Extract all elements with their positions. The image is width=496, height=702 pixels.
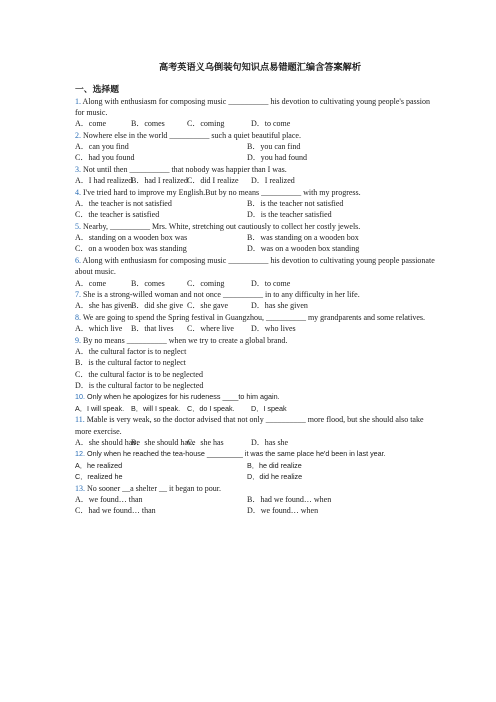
options-row [75,175,435,186]
option-a[interactable]: A．she should have [75,437,140,447]
option-a[interactable]: A．I will speak. [75,403,125,413]
section-heading: 一、选择题 [75,84,119,95]
option-d[interactable]: D．to come [251,119,291,129]
option-a[interactable]: A．he realized [75,460,123,470]
question-7 [75,289,435,311]
question-stem [75,255,435,277]
option-d[interactable]: D．has she [251,437,289,447]
options-row [75,323,435,334]
option-c[interactable]: C．did I realize [187,176,239,186]
question-stem [75,130,435,141]
option-c[interactable]: C．she has [187,437,224,447]
question-text: Along with enthusiasm for composing music __________ his devotion to cultivating young people's passion for music. [75,96,430,118]
option-d[interactable]: D．to come [251,278,291,288]
option-c[interactable]: C．the cultural factor is to be neglected [75,369,203,379]
question-1 [75,96,435,130]
options-row [75,471,435,482]
option-b[interactable]: B．did she give [131,301,183,311]
options-row [75,209,435,220]
option-b[interactable]: B．will I speak. [131,403,181,413]
option-d[interactable]: D．was on a wooden box standing [247,244,360,254]
options-row [75,278,435,289]
question-3 [75,164,435,186]
question-stem [75,483,435,494]
option-d[interactable]: D．we found… when [247,505,319,515]
option-b[interactable]: B．that lives [131,324,174,334]
options-row [75,118,435,129]
option-d[interactable]: D．did he realize [247,471,303,481]
question-text: No sooner __a shelter __ it began to pour. [85,483,221,493]
question-text: By no means __________ when we try to create a global brand. [81,336,288,345]
option-c[interactable]: C．had we found… than [75,505,156,515]
options-column [75,346,435,391]
question-number: 2. [75,131,81,140]
option-b[interactable]: B．you can find [247,142,301,152]
question-text: Not until then __________ that nobody was happier than I was. [81,165,287,175]
question-number: 5. [75,222,81,232]
option-a[interactable]: A．we found… than [75,494,143,504]
question-number: 13. [75,483,85,493]
question-number: 4. [75,187,81,197]
option-a[interactable]: A．standing on a wooden box was [75,233,188,243]
question-stem [75,448,435,459]
question-4 [75,187,435,221]
question-stem [75,335,435,346]
option-d[interactable]: D．you had found [247,153,307,163]
option-a[interactable]: A．I had realized [75,176,133,186]
options-row [75,243,435,254]
question-number: 1. [75,96,81,106]
page-title: 高考英语义乌倒装句知识点易错题汇编含答案解析 [158,62,362,72]
question-12 [75,448,435,482]
option-c[interactable]: C．on a wooden box was standing [75,244,187,254]
option-b[interactable]: B．was standing on a wooden box [247,233,359,243]
question-stem [75,187,435,198]
question-text: She is a strong-willed woman and not once __________ in to any difficulty in her life. [81,290,360,300]
question-text: We are going to spend the Spring festival in Guangzhou, __________ my grandparents and some relatives. [81,313,426,323]
question-text: Nearby, __________ Mrs. White, stretching out cautiously to collect her costly jewels. [81,222,361,232]
option-c[interactable]: C．do I speak. [187,403,235,413]
option-d[interactable]: D．is the teacher satisfied [247,210,332,220]
option-b[interactable]: B．he did realize [247,460,302,470]
options-row [75,141,435,152]
option-b[interactable]: B．she should have [131,437,196,447]
option-a[interactable]: A．the cultural factor is to neglect [75,347,187,357]
options-row [75,437,435,448]
option-b[interactable]: B．is the cultural factor to neglect [75,358,186,368]
question-stem [75,96,435,118]
option-d[interactable]: D．is the cultural factor to be neglected [75,380,204,390]
question-10 [75,391,435,413]
options-row [75,403,435,414]
options-row [75,494,435,505]
question-text: Only when he reached the tea-house _________ it was the same place he'd been in last year. [85,449,386,459]
option-c[interactable]: C．realized he [75,471,123,481]
options-row [75,505,435,516]
option-b[interactable]: B．is the teacher not satisfied [247,199,344,209]
question-5 [75,221,435,255]
option-d[interactable]: D．I speak [251,403,287,413]
option-a[interactable]: A．she has given [75,301,132,311]
options-row [75,232,435,243]
options-row [75,198,435,209]
document [75,62,435,516]
question-number: 6. [75,256,81,266]
question-number: 12. [75,449,85,459]
question-2 [75,130,435,164]
question-stem [75,164,435,175]
option-c[interactable]: C．had you found [75,153,135,163]
question-13 [75,483,435,517]
question-number: 9. [75,336,81,345]
option-d[interactable]: D．has she given [251,301,308,311]
question-number: 8. [75,313,81,323]
option-a[interactable]: A．which live [75,324,123,334]
option-a[interactable]: A．come [75,278,107,288]
question-stem [75,414,435,436]
option-a[interactable]: A．come [75,119,107,129]
question-stem [75,221,435,232]
option-a[interactable]: A．can you find [75,142,129,152]
option-c[interactable]: C．coming [187,278,225,288]
question-stem [75,312,435,323]
options-row [75,300,435,311]
question-stem [75,289,435,300]
options-row [75,152,435,163]
question-text: Nowhere else in the world __________ such a quiet beautiful place. [81,131,301,140]
option-b[interactable]: B．comes [131,119,165,129]
option-b[interactable]: B．had we found… when [247,494,332,504]
option-d[interactable]: D．I realized [251,176,295,186]
question-text: I've tried hard to improve my English.But by no means __________ with my progress. [81,187,361,197]
option-b[interactable]: B．had I realized [131,176,188,186]
option-b[interactable]: B．comes [131,278,165,288]
question-text: Mable is very weak, so the doctor advised that not only __________ more flood, but she should also take more exercise. [75,415,424,436]
options-row [75,460,435,471]
question-number: 3. [75,165,81,175]
option-c[interactable]: C．where live [187,324,234,334]
question-list [75,96,435,516]
question-6 [75,255,435,289]
option-c[interactable]: C．the teacher is satisfied [75,210,160,220]
option-a[interactable]: A．the teacher is not satisfied [75,199,172,209]
question-9 [75,335,435,391]
question-11 [75,414,435,448]
option-c[interactable]: C．coming [187,119,225,129]
question-text: Along with enthusiasm for composing music __________ his devotion to cultivating young people passionate about music. [75,256,435,277]
question-number: 10. [75,392,85,402]
question-number: 11. [75,415,85,425]
question-stem [75,391,435,402]
question-8 [75,312,435,334]
question-number: 7. [75,290,81,300]
option-c[interactable]: C．she gave [187,301,229,311]
option-d[interactable]: D．who lives [251,324,296,334]
question-text: Only when he apologizes for his rudeness ____to him again. [85,392,280,402]
